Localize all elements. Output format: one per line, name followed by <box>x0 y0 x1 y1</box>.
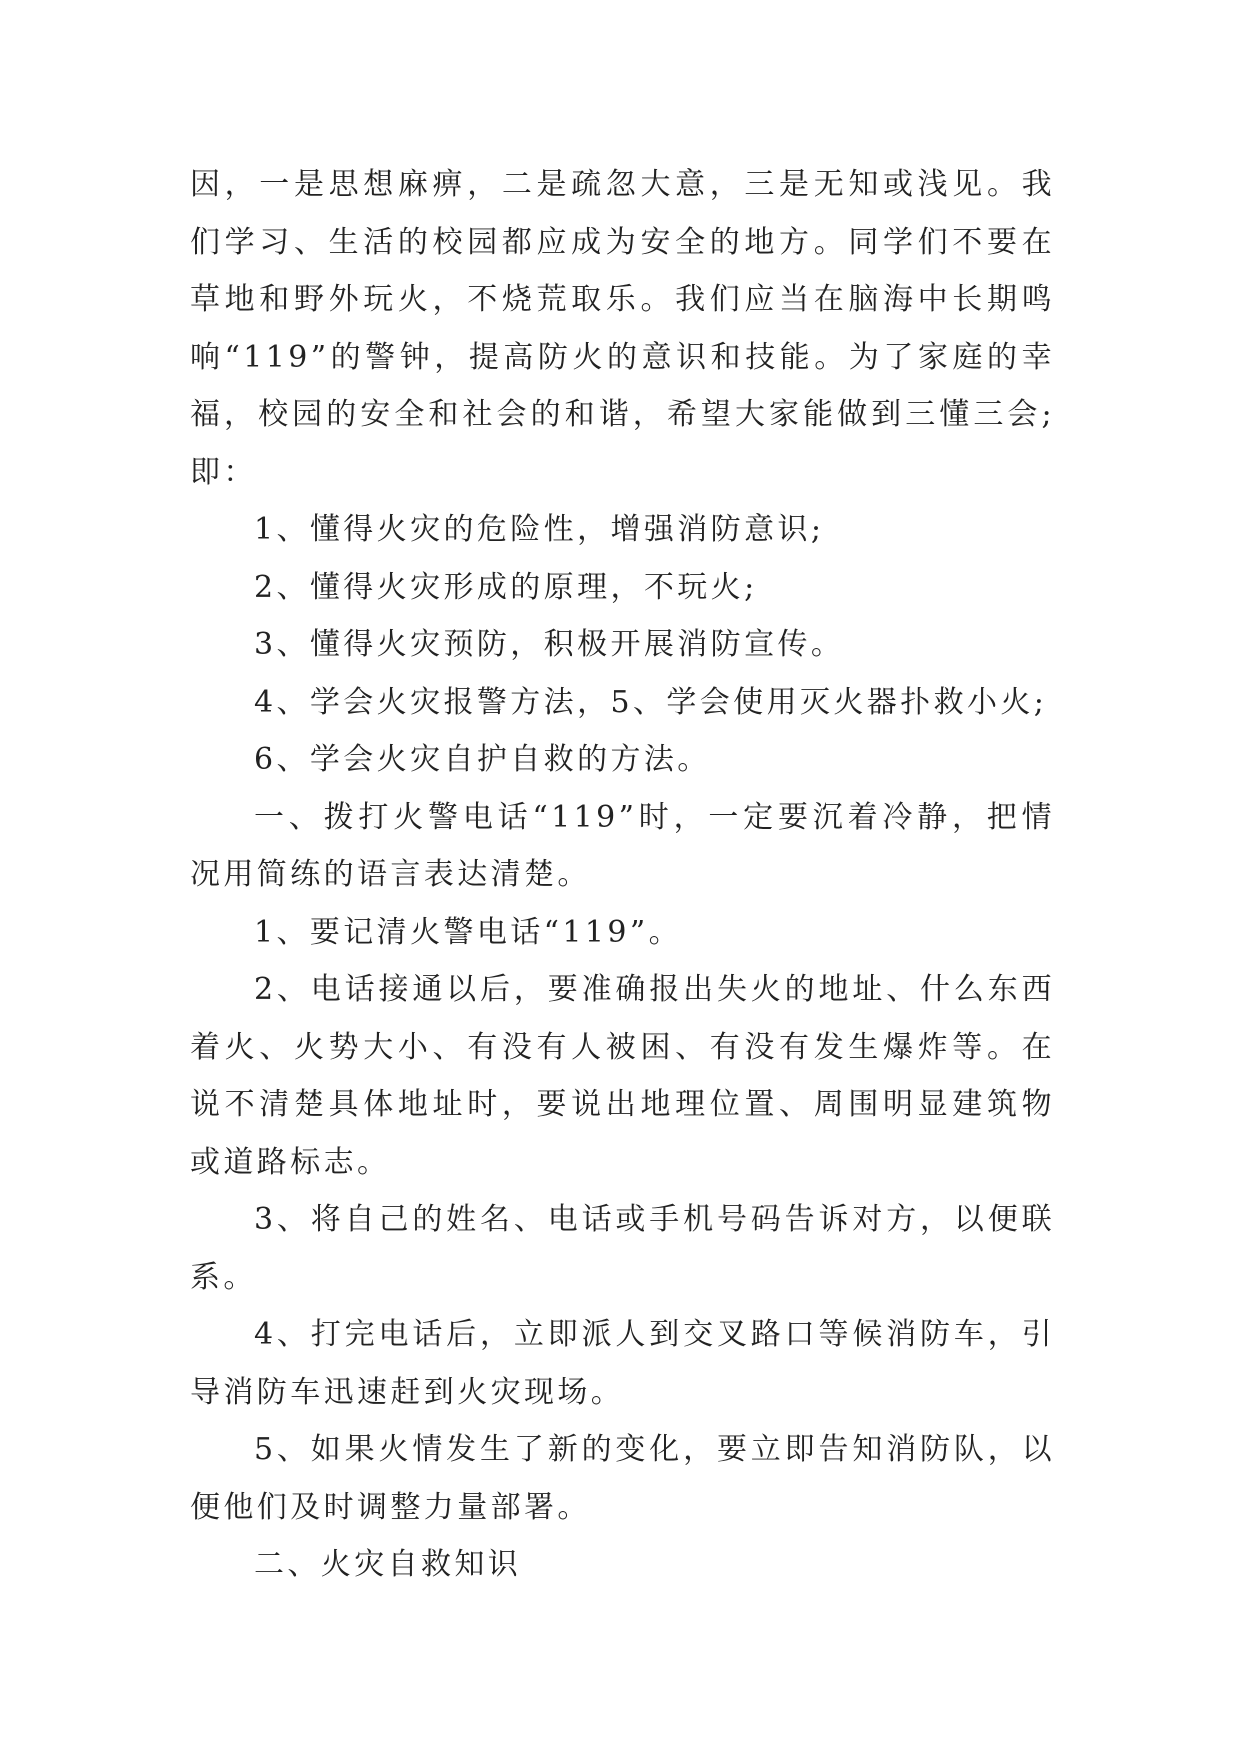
call-step-4: 4、打完电话后，立即派人到交叉路口等候消防车，引导消防车迅速赶到火灾现场。 <box>190 1317 1055 1410</box>
section-heading-self-rescue: 二、火灾自救知识 <box>254 1547 522 1582</box>
section-heading-call-119: 一、拨打火警电话“119”时，一定要沉着冷静，把情况用简练的语言表达清楚。 <box>190 799 1055 892</box>
call-step-5: 5、如果火情发生了新的变化，要立即告知消防队，以便他们及时调整力量部署。 <box>190 1432 1055 1525</box>
list-item-understand-3: 3、懂得火灾预防，积极开展消防宣传。 <box>254 627 845 662</box>
list-item-skills-6: 6、学会火灾自护自救的方法。 <box>254 742 711 777</box>
call-step-3: 3、将自己的姓名、电话或手机号码告诉对方，以便联系。 <box>190 1202 1055 1295</box>
list-item-understand-1: 1、懂得火灾的危险性，增强消防意识; <box>254 512 825 547</box>
document-body <box>190 156 1055 1594</box>
list-item-skills-4-5: 4、学会火灾报警方法，5、学会使用灭火器扑救小火; <box>254 684 1048 720</box>
list-item-understand-2: 2、懂得火灾形成的原理，不玩火; <box>254 569 758 605</box>
paragraph-intro: 因，一是思想麻痹，二是疏忽大意，三是无知或浅见。我们学习、生活的校园都应成为安全的地方。同学们不要在草地和野外玩火，不烧荒取乐。我们应当在脑海中长期鸣响“119”的警钟，提高防火的意识和技能。为了家庭的幸福，校园的安全和社会的和谐，希望大家能做到三懂三会;即： <box>190 167 1055 490</box>
call-step-1: 1、要记清火警电话“119”。 <box>254 914 683 950</box>
call-step-2: 2、电话接通以后，要准确报出失火的地址、什么东西着火、火势大小、有没有人被困、有没有发生爆炸等。在说不清楚具体地址时，要说出地理位置、周围明显建筑物或道路标志。 <box>190 972 1055 1180</box>
